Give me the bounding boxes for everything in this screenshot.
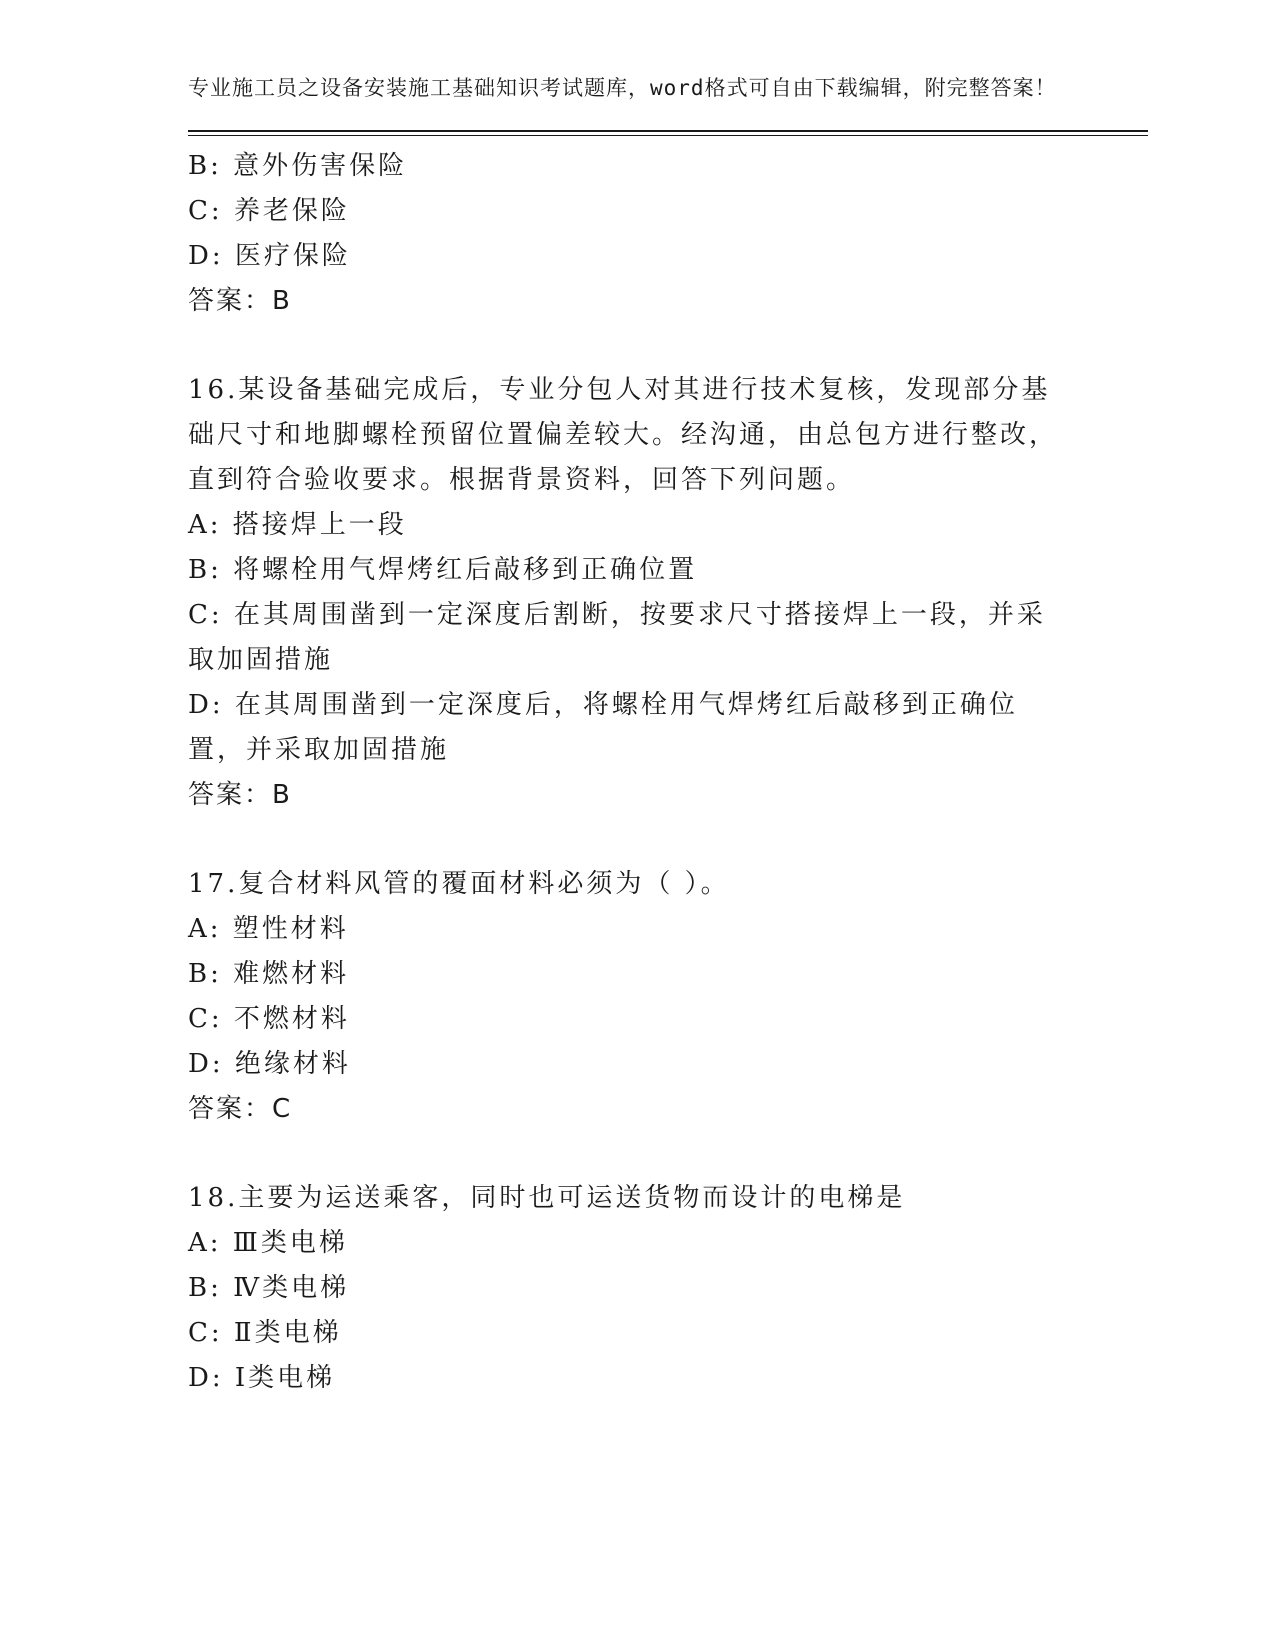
q18-option-d: D: Ⅰ类电梯 [188,1363,336,1393]
q17-option-c: C: 不燃材料 [188,1004,350,1034]
q17-question: 17.复合材料风管的覆面材料必须为（ ）。 [188,869,730,899]
q15-option-c: C: 养老保险 [188,196,350,226]
q17-option-d: D: 绝缘材料 [188,1049,351,1079]
q18-option-a: A: Ⅲ类电梯 [188,1228,348,1258]
document-content [188,144,1068,1401]
q16-option-a: A: 搭接焊上一段 [188,510,407,540]
document-page [188,72,1148,1401]
header-divider [188,130,1148,136]
q16-option-b: B: 将螺栓用气焊烤红后敲移到正确位置 [188,555,698,585]
question-16 [188,368,1068,818]
q16-option-d: D: 在其周围凿到一定深度后，将螺栓用气焊烤红后敲移到正确位置，并采取加固措施 [188,690,1018,765]
q18-option-c: C: Ⅱ类电梯 [188,1318,342,1348]
q16-answer: 答案：B [188,780,292,810]
q17-option-b: B: 难燃材料 [188,959,350,989]
document-header: 专业施工员之设备安装施工基础知识考试题库，word格式可自由下载编辑，附完整答案！ [188,76,1057,100]
q18-question: 18.主要为运送乘客，同时也可运送货物而设计的电梯是 [188,1183,906,1213]
q18-option-b: B: Ⅳ类电梯 [188,1273,350,1303]
q15-answer: 答案：B [188,286,292,316]
question-15-partial [188,144,1068,324]
q16-option-c: C: 在其周围凿到一定深度后割断，按要求尺寸搭接焊上一段，并采取加固措施 [188,600,1046,675]
q17-answer: 答案：C [188,1094,293,1124]
question-17 [188,862,1068,1132]
q16-question: 16.某设备基础完成后，专业分包人对其进行技术复核，发现部分基础尺寸和地脚螺栓预留位置偏差较大。经沟通，由总包方进行整改，直到符合验收要求。根据背景资料，回答下列问题。 [188,375,1059,495]
question-18 [188,1176,1068,1401]
q15-option-d: D: 医疗保险 [188,241,351,271]
q17-option-a: A: 塑性材料 [188,914,349,944]
q15-option-b: B: 意外伤害保险 [188,151,408,181]
